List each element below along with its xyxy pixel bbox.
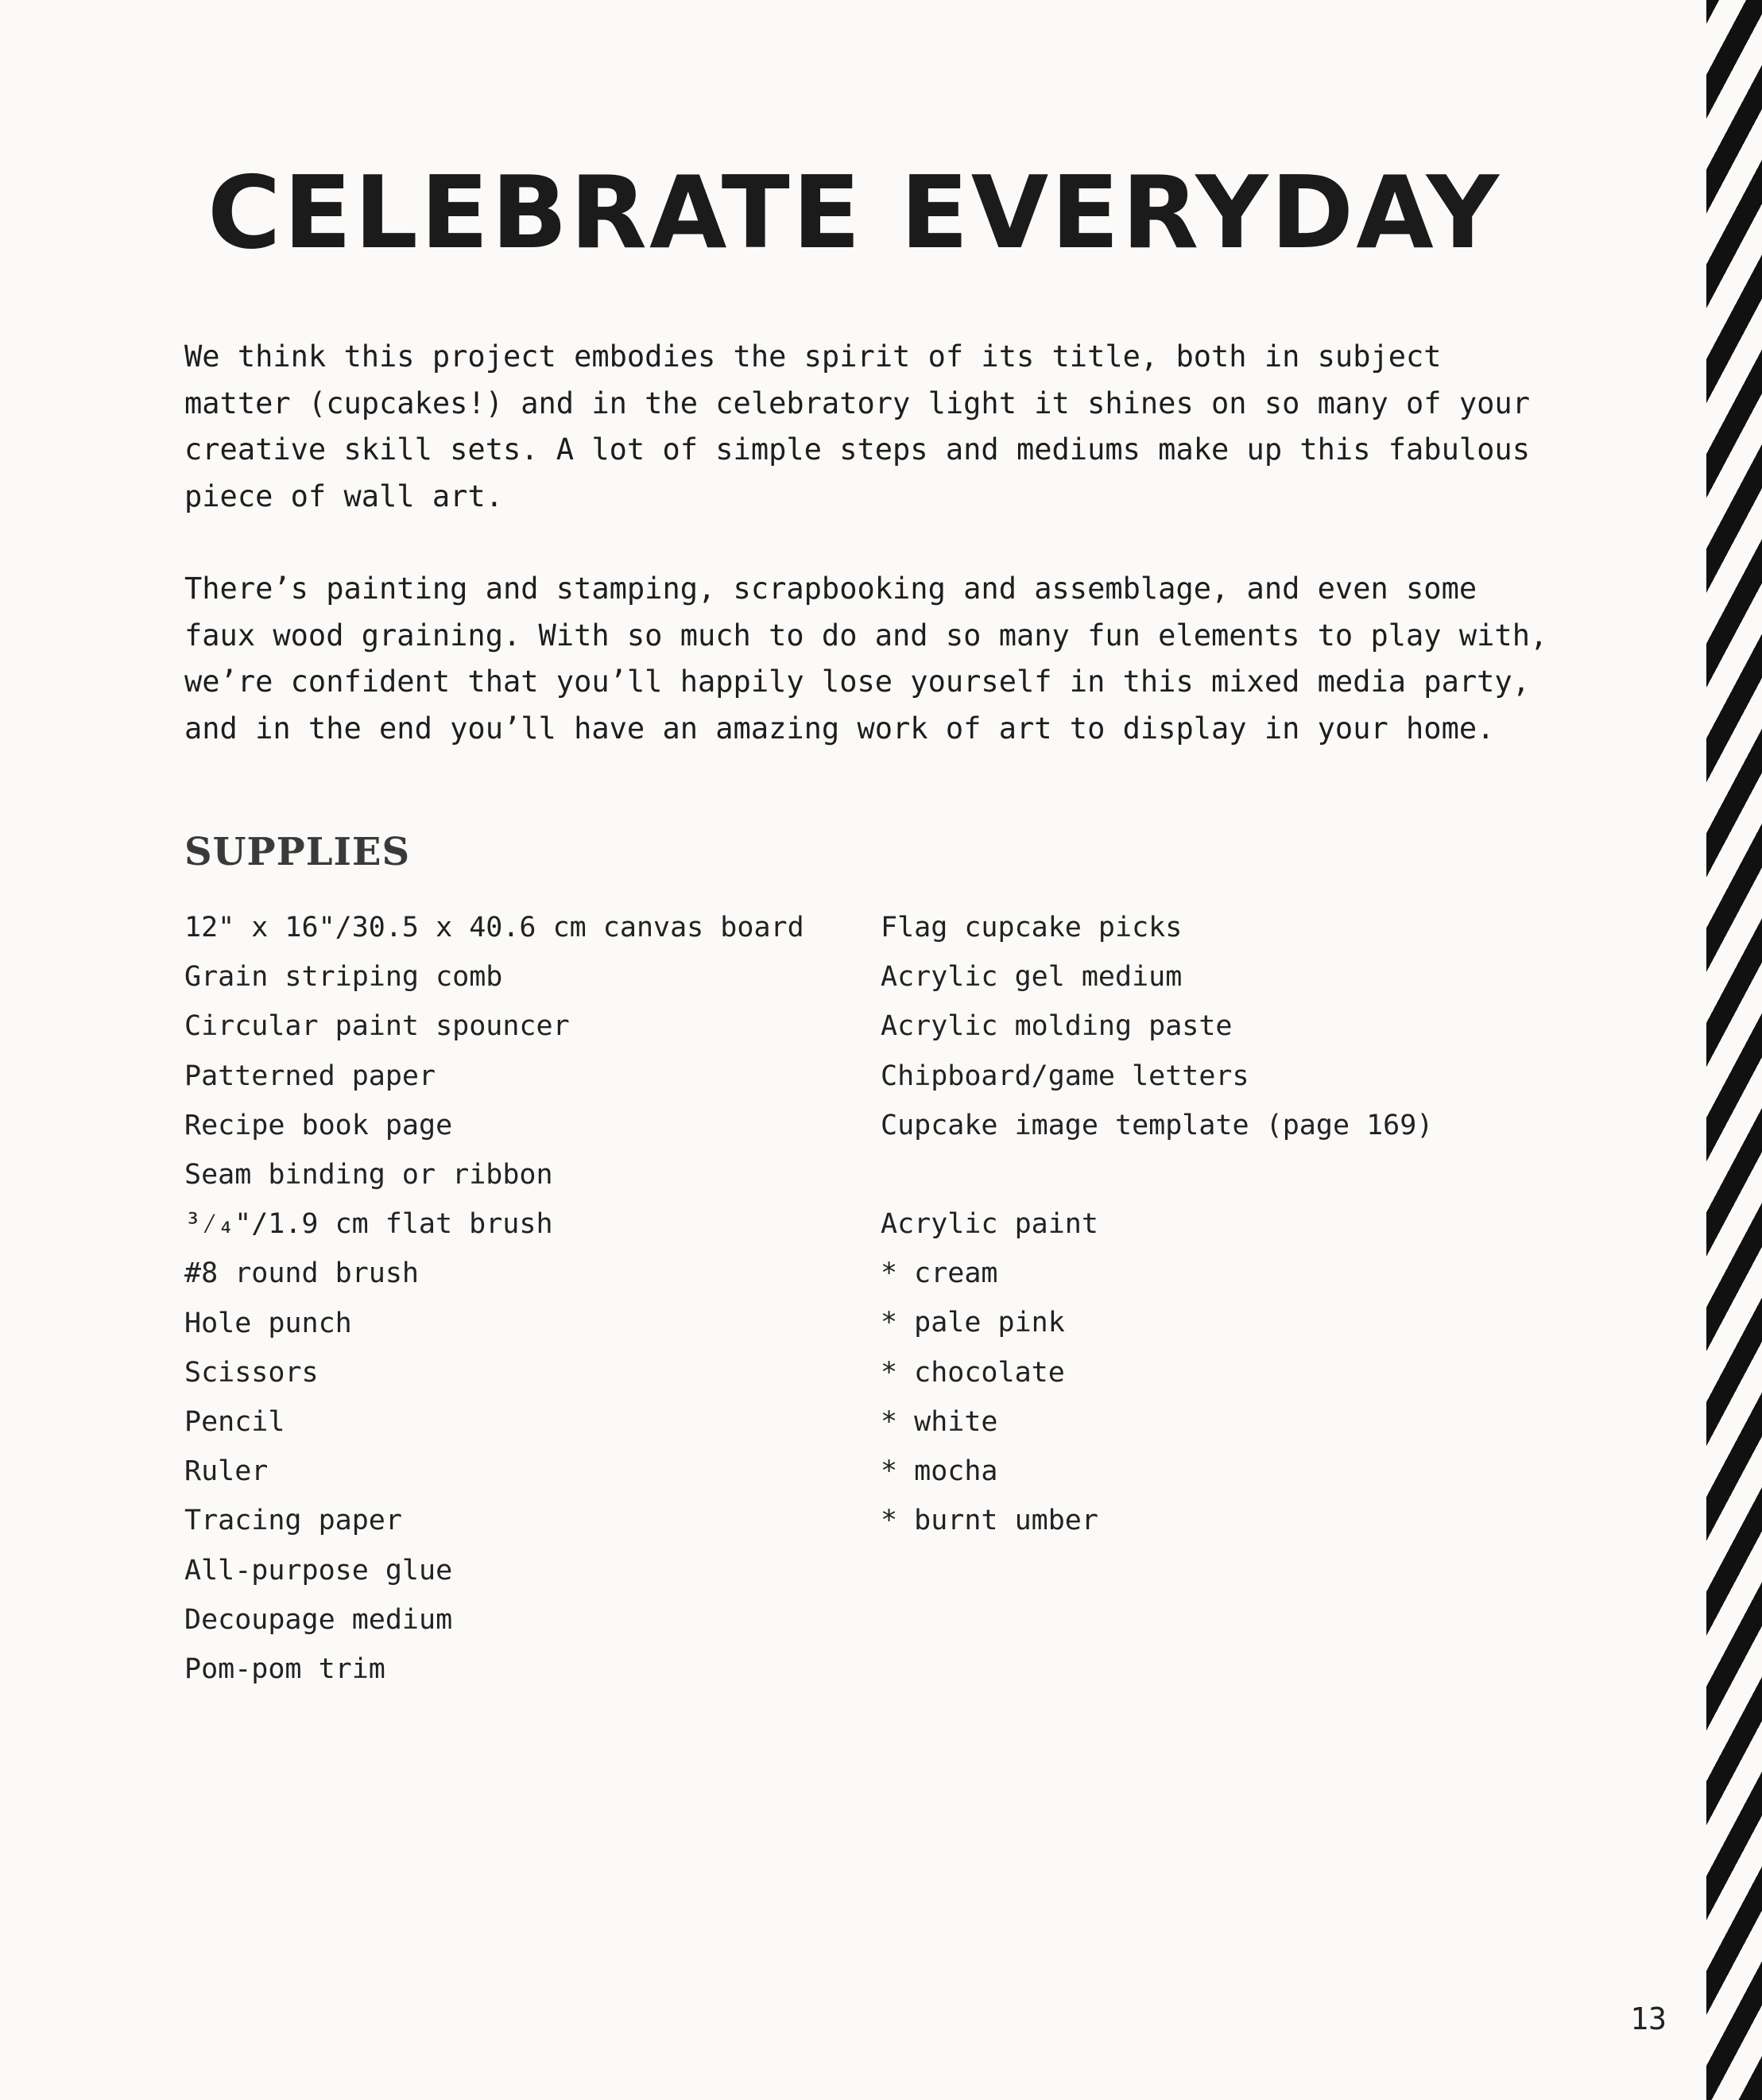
supply-item: All-purpose glue bbox=[184, 1554, 453, 1587]
supply-item: 12" x 16"/30.5 x 40.6 cm canvas board bbox=[184, 912, 804, 943]
supplies-list-right bbox=[881, 903, 1433, 1150]
intro-paragraph-1: We think this project embodies the spirit of its title, both in subject matter (cupcakes!) and in the celebratory light it shines on so many of your creative skill sets. A lot of simple steps and mediums make up this fabulous piece of wall art. bbox=[184, 339, 1530, 513]
paint-color-item: * cream bbox=[881, 1257, 998, 1290]
supply-item: Chipboard/game letters bbox=[881, 1060, 1249, 1092]
supply-item: Tracing paper bbox=[184, 1505, 402, 1537]
paint-group-label: Acrylic paint bbox=[881, 1208, 1098, 1240]
decorative-stripe-border bbox=[1706, 0, 1762, 2100]
supply-item: #8 round brush bbox=[184, 1257, 420, 1290]
intro-paragraph-2: There’s painting and stamping, scrapbooking and assemblage, and even some faux wood graining. With so much to do and so many fun elements to play with, we’re confident that you’ll happily lose yourself in this mixed media party, and in the end you’ll have an amazing work of art to display in your home. bbox=[184, 571, 1548, 746]
supplies-heading: SUPPLIES bbox=[184, 830, 411, 874]
paint-colors-list bbox=[881, 1199, 1098, 1545]
supply-item: Pencil bbox=[184, 1406, 285, 1439]
supply-item: Acrylic molding paste bbox=[881, 1010, 1233, 1043]
supply-item: Cupcake image template (page 169) bbox=[881, 1109, 1434, 1141]
supply-item: Patterned paper bbox=[184, 1060, 436, 1092]
supply-item: ³⁄₄"/1.9 cm flat brush bbox=[184, 1208, 553, 1241]
supply-item: Recipe book page bbox=[184, 1109, 453, 1141]
supplies-list-left bbox=[184, 903, 804, 1694]
supply-item: Pom-pom trim bbox=[184, 1653, 385, 1686]
page-number: 13 bbox=[1630, 2001, 1667, 2036]
supply-item: Flag cupcake picks bbox=[881, 912, 1183, 943]
paint-color-item: * pale pink bbox=[881, 1307, 1065, 1339]
supply-item: Ruler bbox=[184, 1455, 269, 1488]
supply-item: Seam binding or ribbon bbox=[184, 1159, 553, 1191]
supply-item: Hole punch bbox=[184, 1307, 352, 1339]
paint-color-item: * burnt umber bbox=[881, 1505, 1098, 1537]
supply-item: Decoupage medium bbox=[184, 1603, 453, 1636]
supply-item: Acrylic gel medium bbox=[881, 961, 1183, 994]
paint-color-item: * chocolate bbox=[881, 1356, 1065, 1389]
supply-item: Scissors bbox=[184, 1356, 319, 1389]
paint-color-item: * mocha bbox=[881, 1455, 998, 1488]
supply-item: Circular paint spouncer bbox=[184, 1010, 570, 1043]
paint-color-item: * white bbox=[881, 1405, 998, 1438]
page-title: CELEBRATE EVERYDAY bbox=[207, 154, 1501, 271]
supply-item: Grain striping comb bbox=[184, 961, 503, 994]
